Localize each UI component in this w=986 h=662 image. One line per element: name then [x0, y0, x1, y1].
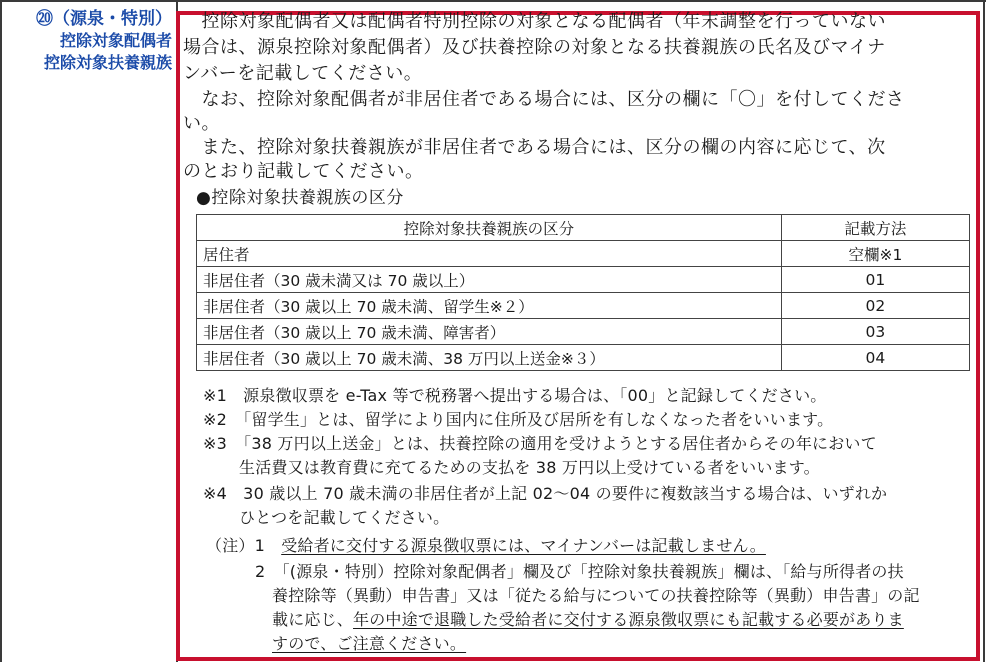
grid-line-top	[0, 0, 986, 2]
caution-1	[206, 535, 766, 557]
body-line: のとおり記載してください。	[183, 161, 424, 182]
caution-2-line4-underlined: すので、ご注意ください。	[272, 634, 467, 653]
caution-2-line4	[272, 633, 466, 655]
item-label	[4, 8, 172, 74]
table-cell-category: 非居住者（30 歳未満又は 70 歳以上）	[197, 267, 782, 293]
caution-2-line1	[255, 561, 904, 583]
table-cell-method: 02	[781, 293, 969, 319]
caution-1-prefix: （注）1	[206, 536, 282, 555]
note-4-line2: ひとつを記載してください。	[239, 508, 450, 527]
item-label-line3: 控除対象扶養親族	[43, 53, 172, 72]
table-cell-method: 04	[781, 345, 969, 371]
table-caption: ●控除対象扶養親族の区分	[196, 188, 404, 208]
grid-line-right	[983, 0, 985, 662]
caution-2-line3-prefix: 載に応じ、	[272, 610, 354, 629]
caution-2-line2: 養控除等（異動）申告書」又は「従たる給与についての扶養控除等（異動）申告書」の記	[272, 586, 920, 605]
note-3-line2: 生活費又は教育費に充てるための支払を 38 万円以上受けている者をいいます。	[239, 458, 820, 477]
table-header-row	[197, 215, 970, 241]
table-row	[197, 293, 970, 319]
caution-2-text: 「(源泉・特別）控除対象配偶者」欄及び「控除対象扶養親族」欄は、「給与所得者の扶	[281, 562, 904, 581]
caution-1-text: 受給者に交付する源泉徴収票には、マイナンバーは記載しません。	[281, 536, 766, 555]
body-line: ンバーを記載してください。	[183, 63, 423, 84]
body-line: い。	[183, 113, 220, 134]
table-header-method: 記載方法	[781, 215, 969, 241]
body-line: なお、控除対象配偶者が非居住者である場合には、区分の欄に「〇」を付してくださ	[183, 89, 905, 110]
table-cell-category: 非居住者（30 歳以上 70 歳未満、38 万円以上送金※３）	[197, 345, 782, 371]
table-cell-category: 非居住者（30 歳以上 70 歳未満、障害者）	[197, 319, 782, 345]
table-cell-method: 空欄※1	[781, 241, 969, 267]
table-cell-category: 居住者	[197, 241, 782, 267]
table-row	[197, 319, 970, 345]
item-label-line1: ⑳（源泉・特別）	[36, 9, 172, 29]
note-4-line1: ※4 30 歳以上 70 歳未満の非居住者が上記 02～04 の要件に複数該当する場合は、いずれか	[203, 484, 888, 503]
note-1: ※1 源泉徴収票を e-Tax 等で税務署へ提出する場合は、「00」と記録してください。	[203, 386, 827, 405]
table-row	[197, 345, 970, 371]
body-line: また、控除対象扶養親族が非居住者である場合には、区分の欄の内容に応じて、次	[183, 137, 886, 158]
item-label-line2: 控除対象配偶者	[59, 31, 172, 50]
classification-table	[196, 214, 970, 371]
note-3-line1: ※3 「38 万円以上送金」とは、扶養控除の適用を受けようとする居住者からその年において	[203, 434, 877, 453]
table-cell-method: 03	[781, 319, 969, 345]
table-row	[197, 267, 970, 293]
caution-2-line3-underlined: 年の中途で退職した受給者に交付する源泉徴収票にも記載する必要がありま	[353, 610, 904, 629]
table-cell-category: 非居住者（30 歳以上 70 歳未満、留学生※２）	[197, 293, 782, 319]
body-line: 場合は、源泉控除対象配偶者）及び扶養控除の対象となる扶養親族の氏名及びマイナ	[183, 37, 886, 58]
table-row	[197, 241, 970, 267]
caution-2-line3	[272, 609, 904, 631]
table-cell-method: 01	[781, 267, 969, 293]
caution-2-prefix: 2	[255, 562, 282, 581]
grid-line-left	[0, 0, 2, 662]
body-line: 控除対象配偶者又は配偶者特別控除の対象となる配偶者（年末調整を行っていない	[183, 11, 886, 32]
table-header-category: 控除対象扶養親族の区分	[197, 215, 782, 241]
note-2: ※2 「留学生」とは、留学により国内に住所及び居所を有しなくなった者をいいます。	[203, 410, 834, 429]
